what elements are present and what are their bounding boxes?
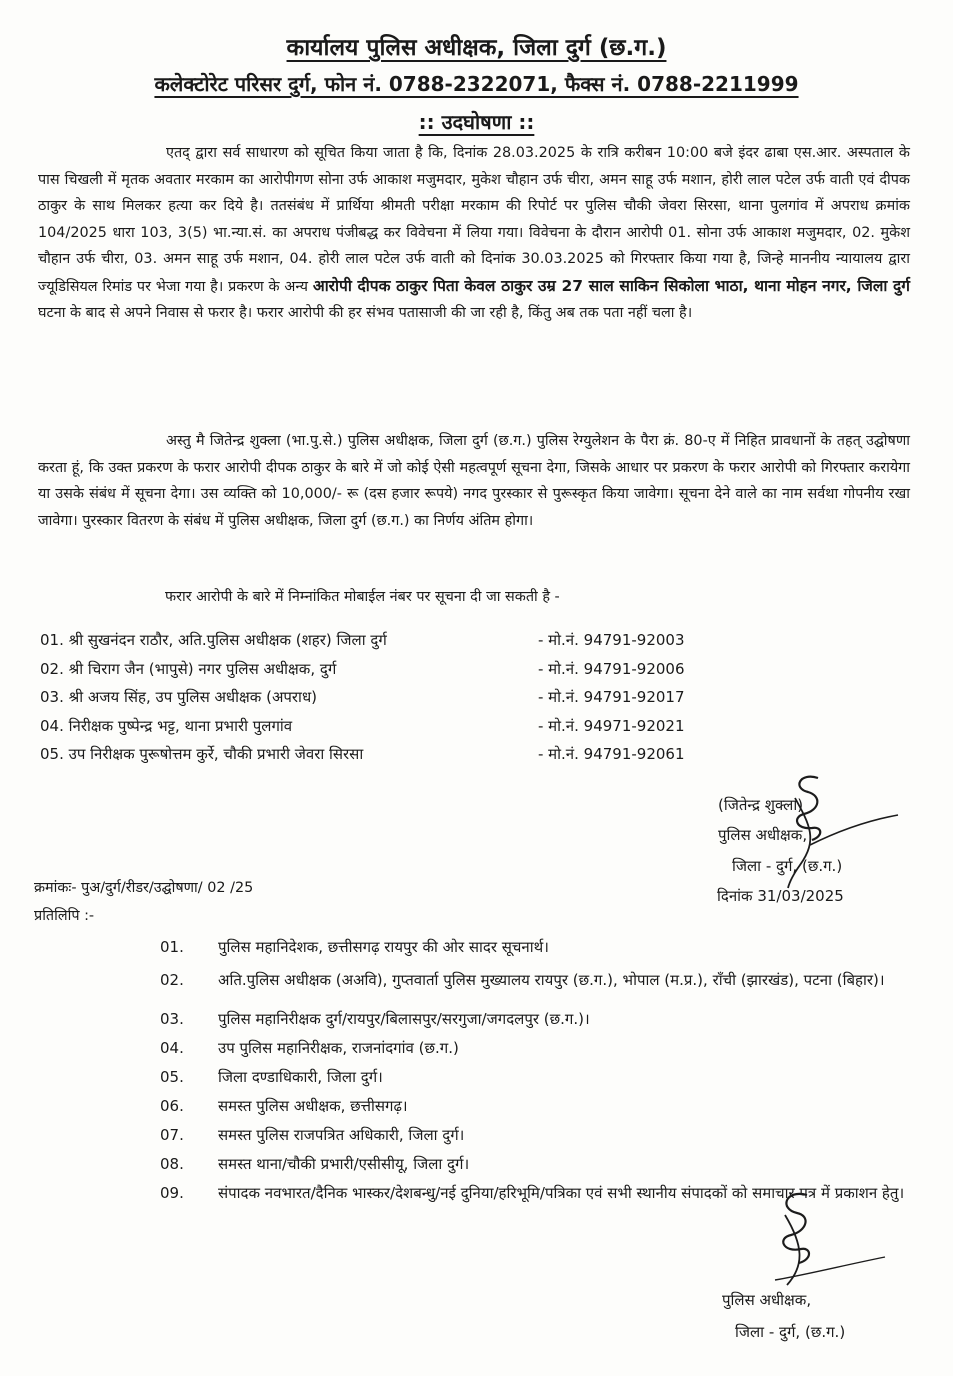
incident-text: एतद् द्वारा सर्व साधारण को सूचित किया जाता है कि, दिनांक 28.03.2025 के रात्रि करीबन 10:00 बजे इंदर ढाबा एस.आर. अस्पताल के पास चिखली में मृतक अवतार मरकाम का आरोपीगण सोना उर्फ आकाश मजुमदार, मुकेश चौहान उर्फ चीरा, अमन साहू उर्फ मशान, होरी लाल पटेल उर्फ वाती एवं दीपक ठाकुर के साथ मिलकर हत्या कर दिये है। ततसंबंध में प्रार्थिया श्रीमती परीक्षा मरकाम की रिपोर्ट पर पुलिस चौकी जेवरा सिरसा, थाना पुलगांव में अपराध क्रमांक 104/2025 धारा 103, 3(5) भा.न्या.सं. का अपराध पंजीबद्ध कर विवेचना में लिया गया। विवेचना के दौरान आरोपी 01. सोना उर्फ आकाश मजुमदार, 02. मुकेश चौहान उर्फ चीरा, 03. अमन साहू उर्फ मशान, 04. होरी लाल पटेल उर्फ वाती को दिनांक 30.03.2025 को गिरफ्तार किया गया है, जिन्हे माननीय न्यायालय द्वारा ज्यूडिसियल रिमांड पर भेजा गया है। प्रकरण के अन्य xyxy=(38,145,910,295)
signature-mark-2 xyxy=(745,1185,895,1295)
signatory-district-2: जिला - दुर्ग, (छ.ग.) xyxy=(735,1323,846,1341)
contact-row xyxy=(40,716,740,745)
copy-item: 01. पुलिस महानिदेशक, छत्तीसगढ़ रायपुर की ओर सादर सूचनार्थ। xyxy=(160,938,549,956)
signatory-name: (जितेन्द्र शुक्ला) xyxy=(718,796,804,814)
reward-text: अस्तु मै जितेन्द्र शुक्ला (भा.पु.से.) पुलिस अधीक्षक, जिला दुर्ग (छ.ग.) पुलिस रेग्युलेशन के पैरा क्रं. 80-ए में निहित प्रावधानों के तहत् उद्घोषणा करता हूं, कि उक्त प्रकरण के फरार आरोपी दीपक ठाकुर के बारे में जो कोई ऐसी महत्वपूर्ण सूचना देगा, जिसके आधार पर प्रकरण के फरार आरोपी को गिरफ्तार करायेगा या उसके संबंध में सूचना देगा। उस व्यक्ति को 10,000/- रू (दस हजार रूपये) नगद पुरस्कार से पुरूस्कृत किया जावेगा। सूचना देने वाले का नाम सर्वथा गोपनीय रखा जावेगा। पुरस्कार वितरण के संबंध में पुलिस अधीक्षक, जिला दुर्ग (छ.ग.) का निर्णय अंतिम होगा। xyxy=(38,433,910,529)
contact-heading: फरार आरोपी के बारे में निम्नांकित मोबाईल नंबर पर सूचना दी जा सकती है - xyxy=(165,589,560,605)
office-title: कार्यालय पुलिस अधीक्षक, जिला दुर्ग (छ.ग.) xyxy=(286,35,667,61)
contact-name: 01. श्री सुखनंदन राठौर, अति.पुलिस अधीक्षक (शहर) जिला दुर्ग xyxy=(40,631,387,649)
copy-item: 05. जिला दण्डाधिकारी, जिला दुर्ग। xyxy=(160,1068,383,1086)
contact-phone: - मो.नं. 94791-92061 xyxy=(538,745,685,763)
document-title: :: उदघोषणा :: xyxy=(418,110,535,134)
copy-item: 02. अति.पुलिस अधीक्षक (अअवि), गुप्तवार्ता पुलिस मुख्यालय रायपुर (छ.ग.), भोपाल (म.प्र.), रॉंची (झारखंड), पटना (बिहार)। xyxy=(160,971,885,989)
contact-phone: - मो.नं. 94791-92003 xyxy=(538,631,685,649)
absconding-accused-details: आरोपी दीपक ठाकुर पिता केवल ठाकुर उम्र 27 साल साकिन सिकोला भाठा, थाना मोहन नगर, जिला दुर्ग xyxy=(312,276,911,295)
paragraph-incident xyxy=(38,140,910,327)
contact-list xyxy=(40,630,740,773)
copy-item: 04. उप पुलिस महानिरीक्षक, राजनांदगांव (छ.ग.) xyxy=(160,1039,459,1057)
signatory-designation-2: पुलिस अधीक्षक, xyxy=(722,1291,812,1309)
contact-phone: - मो.नं. 94971-92021 xyxy=(538,716,685,735)
copy-list xyxy=(160,936,920,1211)
reference-number: क्रमांकः- पुअ/दुर्ग/रीडर/उद्घोषणा/ 02 /25 xyxy=(34,880,254,896)
contact-name: 02. श्री चिराग जैन (भापुसे) नगर पुलिस अधीक्षक, दुर्ग xyxy=(40,659,337,678)
contact-name: 05. उप निरीक्षक पुरूषोत्तम कुर्रे, चौकी प्रभारी जेवरा सिरसा xyxy=(40,745,364,763)
signatory-district: जिला - दुर्ग, (छ.ग.) xyxy=(732,857,843,875)
contact-row xyxy=(40,630,740,659)
contact-row xyxy=(40,687,740,716)
copy-to-label: प्रतिलिपि :- xyxy=(34,908,95,924)
contact-row xyxy=(40,744,740,773)
paragraph-reward xyxy=(38,428,910,534)
contact-name: 03. श्री अजय सिंह, उप पुलिस अधीक्षक (अपराध) xyxy=(40,688,318,706)
copy-item: 09. संपादक नवभारत/दैनिक भास्कर/देशबन्धु/नई दुनिया/हरिभूमि/पत्रिका एवं सभी स्थानीय संपादकों को समाचार पत्र में प्रकाशन हेतु। xyxy=(160,1184,905,1202)
copy-item: 03. पुलिस महानिरीक्षक दुर्ग/रायपुर/बिलासपुर/सरगुजा/जगदलपुर (छ.ग.)। xyxy=(160,1010,590,1028)
contact-phone: - मो.नं. 94791-92006 xyxy=(538,659,685,678)
contact-name: 04. निरीक्षक पुष्पेन्द्र भट्ट, थाना प्रभारी पुलगांव xyxy=(40,716,293,735)
incident-tail-text: घटना के बाद से अपने निवास से फरार है। फरार आरोपी की हर संभव पतासाजी की जा रही है, किंतु अब तक पता नहीं चला है। xyxy=(38,305,693,321)
copy-item: 06. समस्त पुलिस अधीक्षक, छत्तीसगढ़। xyxy=(160,1097,408,1115)
contact-phone: - मो.नं. 94791-92017 xyxy=(538,688,685,706)
copy-item: 08. समस्त थाना/चौकी प्रभारी/एसीसीयू, जिला दुर्ग। xyxy=(160,1155,470,1173)
copy-item: 07. समस्त पुलिस राजपत्रित अधिकारी, जिला दुर्ग। xyxy=(160,1126,465,1144)
contact-row xyxy=(40,659,740,688)
office-address: कलेक्टोरेट परिसर दुर्ग, फोन नं. 0788-2322071, फैक्स नं. 0788-2211999 xyxy=(154,72,799,96)
issue-date: दिनांक 31/03/2025 xyxy=(717,887,844,905)
signatory-designation: पुलिस अधीक्षक, xyxy=(718,826,808,844)
